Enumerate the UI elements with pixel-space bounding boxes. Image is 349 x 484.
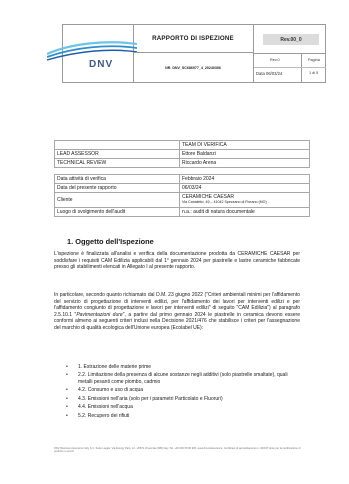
paragraph-italic: Pavimentazioni dure xyxy=(76,311,123,318)
table-row xyxy=(55,150,310,159)
rev-label: Rev.0 xyxy=(270,58,280,62)
table-row xyxy=(55,141,310,150)
list-item-text: 2.2. Limitazione della presenza di alcune sostanze negli additivi (solo piastrelle smaltate), quali metalli pesanti come piombo, cadmio xyxy=(78,372,288,385)
list-item-text: 4.2. Consumo e uso di acqua xyxy=(78,387,144,394)
header-right xyxy=(253,25,326,82)
row-value: 06/03/24 xyxy=(180,184,310,193)
client-name: CERAMICHE CAESAR xyxy=(182,193,234,200)
page-footer: DNV Business Assurance Italy S.r.l. Sede Legale: Via Energy Park, 14 - 20871 Vimercate (MB) Italy. Tel. +39 039 68 99 905. www.dnv.it/assurance. Certificato di accreditamento n. 003CP. Ente per la certificazione di prodotto e servizi. xyxy=(54,447,301,454)
row-label: Data del presente rapporto xyxy=(55,184,180,193)
report-title: RAPPORTO DI ISPEZIONE xyxy=(133,25,253,53)
revision-box: Rev.00_0 xyxy=(263,34,319,45)
row-value: n.a.: audit di natura documentale xyxy=(180,208,310,217)
details-table xyxy=(54,174,310,217)
bullet-icon: • xyxy=(66,395,68,402)
list-item xyxy=(66,364,298,371)
bullet-icon: • xyxy=(66,412,68,419)
list-item-text: 1. Estrazione delle materie prime xyxy=(78,364,152,370)
list-item xyxy=(66,372,298,385)
list-item xyxy=(66,396,298,403)
section-heading: 1. Oggetto dell'Ispezione xyxy=(67,237,154,246)
page-value: 1 di 5 xyxy=(309,71,319,75)
date-label: Data 06/03/24 xyxy=(256,71,283,76)
row-label: TECHNICAL REVIEW xyxy=(55,159,180,168)
bullet-icon: • xyxy=(66,372,68,379)
team-table xyxy=(54,140,310,168)
list-item xyxy=(66,413,298,420)
client-cell xyxy=(180,193,310,208)
table-row xyxy=(55,208,310,217)
divider xyxy=(254,67,326,68)
row-label: Luogo di svolgimento dell'audit xyxy=(55,208,180,217)
paragraph: L'ispezione è finalizzata all'analisi e verifica della documentazione prodotta da CERAMICHE CAESAR per soddisfare i requisiti CAM Edilizia applicabili dal 1° gennaio 2024 per piastrelle e lastre ceramiche fabbricate presso gli stabilimenti elencati in Allegato I al presente rapporto. xyxy=(54,251,300,271)
client-address: Via Canaletto, 49 – 41042 Spezzano di Fiorano (MO) xyxy=(182,200,267,205)
bullet-icon: • xyxy=(66,387,68,394)
divider xyxy=(254,53,326,54)
table-row xyxy=(55,193,310,208)
criteria-list xyxy=(66,364,298,421)
document-header xyxy=(62,24,326,83)
row-value: Ettore Baldanzi xyxy=(180,150,310,159)
row-label: LEAD ASSESSOR xyxy=(55,150,180,159)
list-item xyxy=(66,404,298,411)
row-value: Riccardo Arena xyxy=(180,159,310,168)
list-item-text: 4.4. Emissioni nell'acqua xyxy=(78,404,133,411)
team-header: TEAM DI VERIFICA xyxy=(180,141,310,150)
header-middle xyxy=(133,25,253,82)
report-number: NR. DNV_SC686977_4_20240306 xyxy=(165,65,221,70)
logo-cell xyxy=(63,25,134,82)
row-value: Febbraio 2024 xyxy=(180,175,310,184)
paragraph-text: ", a partire dal primo gennaio 2024 le piastrelle in ceramica devono essere conformi almeno ai seguenti criteri inclusi nella Decisione 2021/476 che stabilisce i criteri per l'assegnazione del marchio di qualità ecologica dell'Unione europea (Ecolabel UE): xyxy=(54,311,300,331)
row-label: Cliente xyxy=(55,193,180,208)
bullet-icon: • xyxy=(66,404,68,411)
logo-text: DNV xyxy=(89,59,114,70)
page-label: Pagina xyxy=(308,58,320,62)
list-item-text: 5.2. Recupero dei rifiuti xyxy=(78,412,130,419)
table-row xyxy=(55,184,310,193)
paragraph xyxy=(54,292,300,332)
bullet-icon: • xyxy=(66,364,68,370)
table-row xyxy=(55,175,310,184)
row-label: Data attività di verifica xyxy=(55,175,180,184)
table-cell-empty xyxy=(55,141,180,150)
table-row xyxy=(55,159,310,168)
list-item xyxy=(66,387,298,394)
list-item-text: 4.3. Emissioni nell'aria (solo per i parametri Particolato e Fluoruri) xyxy=(78,395,223,402)
paragraph-text: In particolare, secondo quanto richiamato dal D.M. 23 giugno 2022 ("Criteri ambientali minimi per l'affidamento del servizio di progettazione di interventi edilizi, per l'affidamento dei lavori per interventi edilizi e per l'affidamento congiunto di progettazione e lavori per interventi edilizi" di seguito "CAM Edilizia") al paragrafo 2.5.10.1 " xyxy=(54,292,300,318)
